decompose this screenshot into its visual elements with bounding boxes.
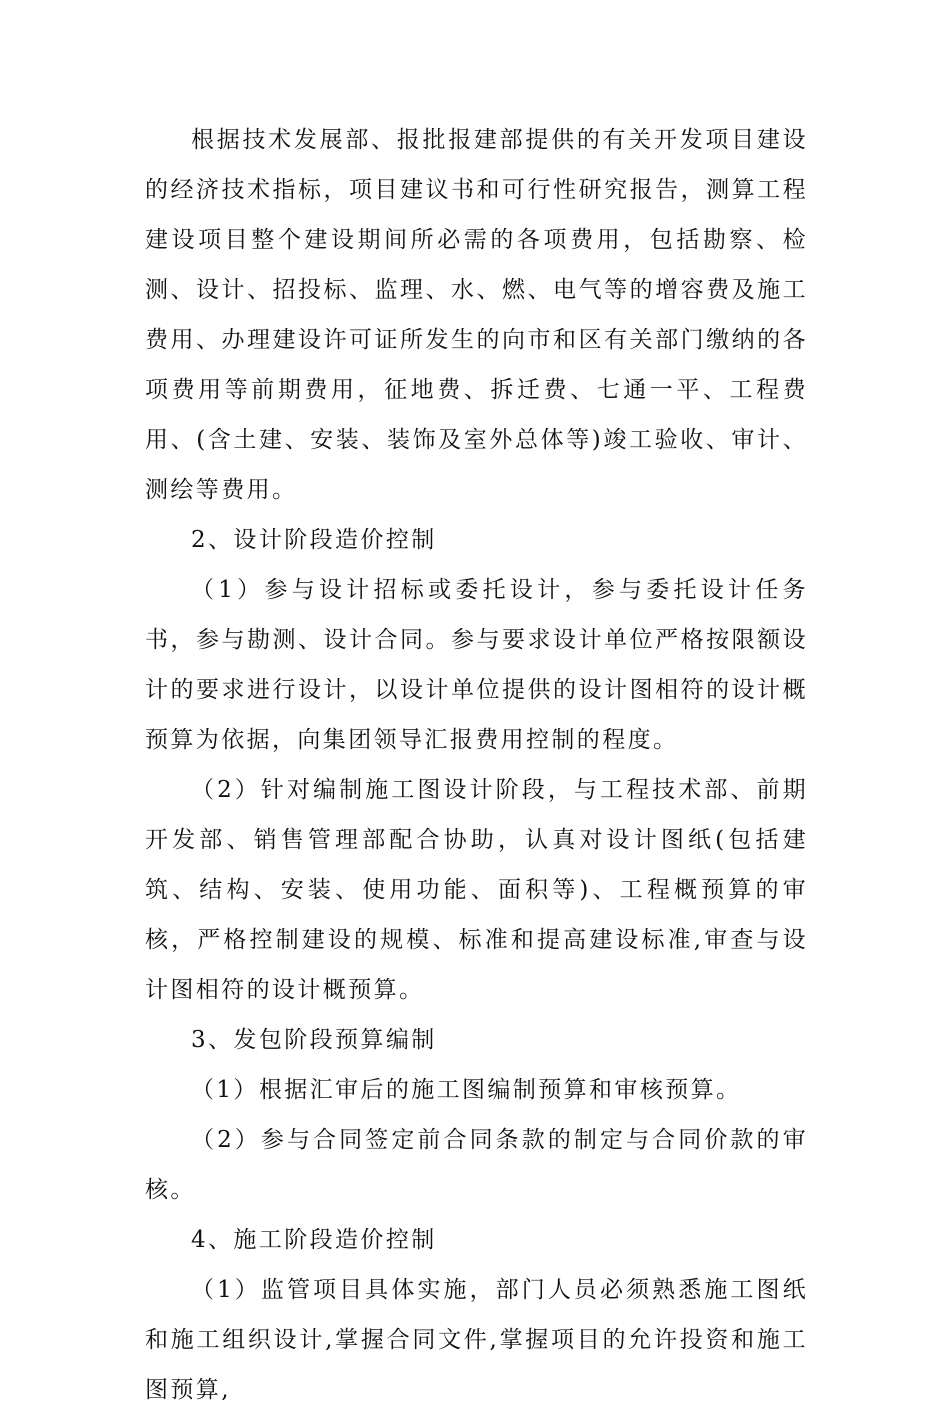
paragraph-bidding-2: （2）参与合同签定前合同条款的制定与合同价款的审核。 <box>145 1127 808 1203</box>
paragraph-design-1: （1）参与设计招标或委托设计，参与委托设计任务书，参与勘测、设计合同。参与要求设计单位严格按限额设计的要求进行设计，以设计单位提供的设计图相符的设计概预算为依据，向集团领导汇报费用控制的程度。 <box>145 577 808 753</box>
section-heading-bidding-stage: 3、发包阶段预算编制 <box>191 1027 437 1053</box>
section-heading-construction-stage: 4、施工阶段造价控制 <box>191 1227 437 1253</box>
section-heading-design-stage: 2、设计阶段造价控制 <box>191 527 437 553</box>
paragraph-cost-estimation: 根据技术发展部、报批报建部提供的有关开发项目建设的经济技术指标，项目建议书和可行性研究报告，测算工程建设项目整个建设期间所必需的各项费用，包括勘察、检测、设计、招投标、监理、水、燃、电气等的增容费及施工费用、办理建设许可证所发生的向市和区有关部门缴纳的各项费用等前期费用，征地费、拆迁费、七通一平、工程费用、(含土建、安装、装饰及室外总体等)竣工验收、审计、测绘等费用。 <box>145 127 808 503</box>
paragraph-construction-1: （1）监管项目具体实施，部门人员必须熟悉施工图纸和施工组织设计,掌握合同文件,掌握项目的允许投资和施工图预算, <box>145 1277 808 1403</box>
paragraph-design-2: （2）针对编制施工图设计阶段，与工程技术部、前期开发部、销售管理部配合协助，认真对设计图纸(包括建筑、结构、安装、使用功能、面积等)、工程概预算的审核，严格控制建设的规模、标准和提高建设标准,审查与设计图相符的设计概预算。 <box>145 777 808 1003</box>
paragraph-bidding-1: （1）根据汇审后的施工图编制预算和审核预算。 <box>191 1077 742 1103</box>
